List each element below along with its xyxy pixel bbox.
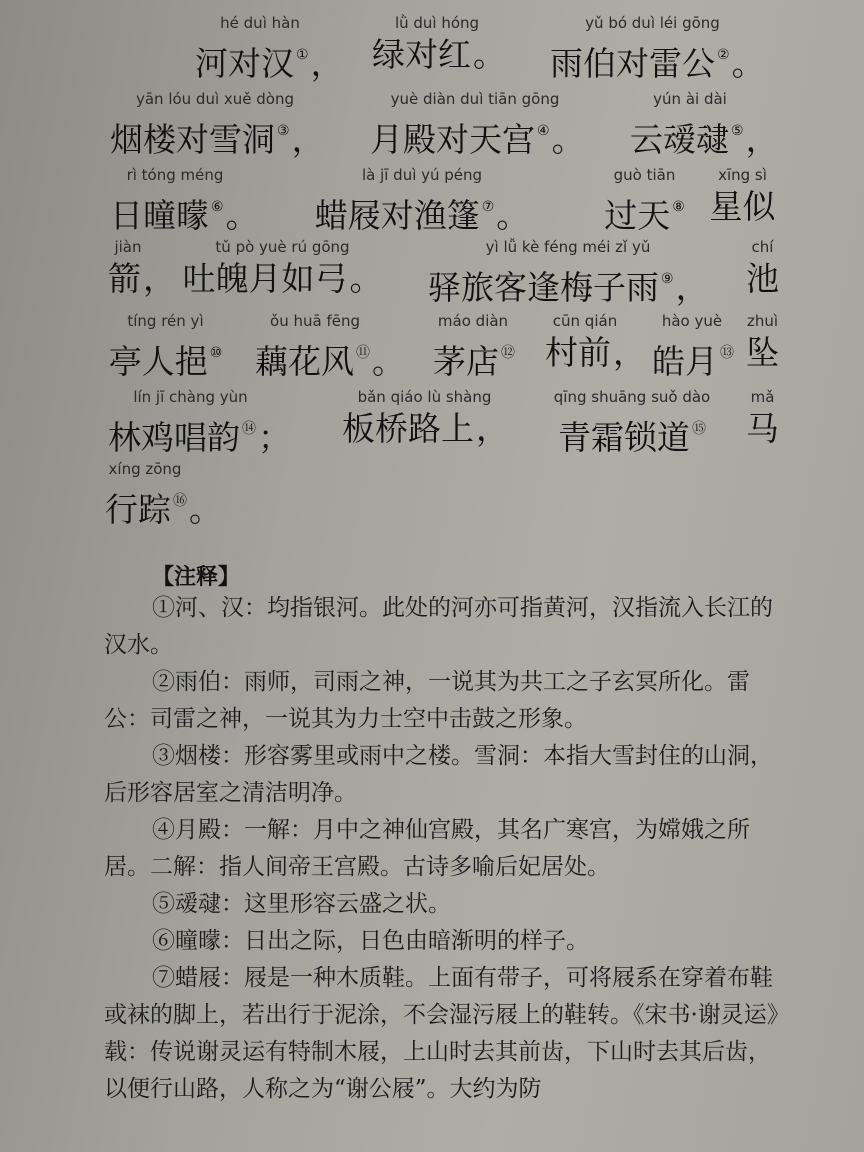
pinyin: hào yuè — [661, 312, 723, 330]
note-marker[interactable]: ③ — [277, 123, 290, 139]
punctuation: ， — [143, 259, 176, 298]
hanzi-text: 日曈曚 — [110, 196, 209, 235]
note-4: ④月殿：一解：月中之神仙宫殿，其名广寒宫，为嫦娥之所居。二解：指人间帝王宫殿。古诗多喻后妃居处。 — [104, 817, 750, 880]
pinyin: hé duì hàn — [220, 14, 300, 32]
note-7: ⑦蜡屐：屐是一种木质鞋。上面有带子，可将屐系在穿着布鞋或袜的脚上，若出行于泥涂，不会湿污屐上的鞋转。《宋书·谢灵运》载：传说谢灵运有特制木屐，上山时去其前齿，下山时去其后齿，以便行山路，人称之为“谢公屐”。大约为防 — [104, 965, 779, 1102]
verse-phrase — [372, 14, 506, 86]
verse-phrase — [602, 166, 687, 238]
punctuation: 。 — [551, 120, 585, 159]
punctuation: 。 — [473, 35, 506, 74]
pinyin: máo diàn — [437, 312, 509, 330]
hanzi-text: 箭 — [108, 259, 141, 298]
note-marker[interactable]: ⑦ — [481, 199, 495, 215]
hanzi-text: 驿旅客逢梅子雨 — [428, 268, 659, 307]
hanzi-text: 吐魄月如弓 — [182, 259, 348, 298]
verse-phrase — [745, 238, 780, 310]
pinyin: qīng shuāng suǒ dào — [553, 388, 711, 406]
hanzi — [255, 332, 405, 383]
note-marker[interactable]: ⑯ — [173, 493, 187, 509]
pinyin: cūn qián — [552, 312, 618, 330]
verse-phrase — [195, 14, 344, 86]
punctuation: 。 — [496, 196, 530, 235]
hanzi-text: 池 — [746, 259, 779, 298]
pinyin: zhuì — [746, 312, 779, 330]
punctuation: 。 — [372, 342, 405, 381]
note-marker[interactable]: ⑥ — [211, 199, 224, 215]
note-marker[interactable]: ⑬ — [720, 345, 734, 361]
verse-phrase — [108, 238, 176, 310]
hanzi — [108, 258, 176, 300]
note-3: ③烟楼：形容雾里或雨中之楼。雪洞：本指大雪封住的山洞，后形容居室之清洁明净。 — [104, 743, 773, 806]
punctuation: ， — [476, 409, 509, 448]
pinyin: jiàn — [114, 238, 142, 256]
notes-section — [104, 590, 784, 1108]
note-marker[interactable]: ⑫ — [501, 345, 515, 361]
hanzi-text: 村前 — [545, 333, 611, 372]
note-marker[interactable]: ① — [296, 47, 309, 63]
note-6: ⑥曈曚：日出之际，日色由暗渐明的样子。 — [152, 928, 589, 954]
punctuation: 。 — [189, 490, 222, 529]
verse-phrase — [745, 388, 780, 460]
hanzi-text: 茅店 — [433, 342, 499, 381]
hanzi — [552, 408, 712, 459]
hanzi-text: 绿对红 — [372, 35, 471, 74]
hanzi — [312, 186, 532, 237]
verse-phrase — [705, 166, 780, 238]
verse-phrase — [428, 238, 708, 310]
hanzi-text: 河对汉 — [195, 44, 294, 83]
hanzi — [342, 408, 507, 450]
hanzi — [550, 34, 765, 85]
hanzi-text: 蜡屐对渔篷 — [314, 196, 480, 235]
verse-phrase — [105, 460, 222, 532]
hanzi — [110, 186, 259, 237]
punctuation: 。 — [349, 259, 383, 298]
pinyin: ǒu huā fēng — [270, 312, 360, 330]
pinyin: mǎ — [750, 388, 775, 406]
pinyin: lǜ duì hóng — [394, 14, 480, 32]
hanzi-text: 月殿对天宫 — [370, 120, 535, 159]
pinyin: tǔ pò yuè rú gōng — [215, 238, 350, 256]
note-marker[interactable]: ⑧ — [672, 199, 685, 215]
hanzi-text: 马 — [746, 409, 779, 448]
hanzi — [745, 408, 780, 450]
note-marker[interactable]: ⑪ — [356, 345, 370, 361]
hanzi — [705, 186, 780, 228]
note-marker[interactable]: ⑨ — [661, 271, 674, 287]
pinyin: yún ài dài — [653, 90, 727, 108]
verse-phrase — [342, 388, 507, 460]
hanzi — [195, 34, 344, 85]
pinyin: yǔ bó duì léi gōng — [585, 14, 720, 32]
verse-phrase — [545, 312, 646, 384]
hanzi — [745, 258, 780, 300]
hanzi-text: 藕花风 — [255, 342, 354, 381]
verse-phrase — [630, 90, 779, 162]
note-marker[interactable]: ④ — [537, 123, 550, 139]
pinyin: rì tóng méng — [126, 166, 224, 184]
punctuation: ， — [291, 120, 325, 159]
pinyin: guò tiān — [613, 166, 676, 184]
hanzi — [602, 186, 687, 237]
note-marker[interactable]: ⑭ — [242, 421, 256, 437]
verse-phrase — [110, 166, 259, 238]
hanzi-text: 皓月 — [652, 342, 718, 381]
hanzi — [372, 34, 506, 76]
hanzi-text: 烟楼对雪洞 — [110, 120, 275, 159]
verse-phrase — [108, 388, 291, 460]
hanzi — [370, 110, 585, 161]
punctuation: ； — [258, 418, 291, 457]
punctuation: 。 — [731, 44, 765, 83]
verse-line — [0, 14, 864, 86]
pinyin: xíng zōng — [108, 460, 182, 478]
pinyin: yuè diàn duì tiān gōng — [390, 90, 560, 108]
verse-phrase — [255, 312, 405, 384]
note-5: ⑤叆叇：这里形容云盛之状。 — [152, 891, 451, 917]
note-2: ②雨伯：雨师，司雨之神，一说其为共工之子玄冥所化。雷公：司雷之神，一说其为力士空中击鼓之形象。 — [104, 669, 750, 732]
pinyin: lín jī chàng yùn — [133, 388, 248, 406]
verse-phrase — [180, 238, 385, 310]
verse-line — [0, 90, 864, 162]
hanzi-text: 过天 — [604, 196, 671, 235]
hanzi-text: 雨伯对雷公 — [550, 44, 715, 83]
verse-phrase — [110, 90, 325, 162]
hanzi — [545, 332, 646, 374]
pinyin: yān lóu duì xuě dòng — [135, 90, 295, 108]
hanzi — [652, 332, 732, 383]
pinyin: là jī duì yú péng — [361, 166, 483, 184]
verse-phrase — [370, 90, 585, 162]
note-marker[interactable]: ⑤ — [731, 123, 744, 139]
note-1: ①河、汉：均指银河。此处的河亦可指黄河，汉指流入长江的汉水。 — [104, 595, 773, 658]
verse-line — [0, 238, 864, 310]
verse-phrase — [433, 312, 513, 384]
verse-line — [0, 166, 864, 238]
hanzi — [108, 408, 291, 459]
hanzi — [630, 110, 779, 161]
hanzi — [745, 332, 780, 374]
verse-phrase — [652, 312, 732, 384]
hanzi-text: 亭人挹 — [108, 342, 208, 381]
punctuation: ， — [745, 120, 779, 159]
hanzi-text: 云叆叇 — [630, 120, 729, 159]
hanzi — [105, 480, 222, 531]
verse-line — [0, 460, 864, 532]
hanzi — [433, 332, 513, 383]
pinyin: yì lǚ kè féng méi zǐ yǔ — [485, 238, 651, 256]
hanzi — [428, 258, 708, 309]
note-marker[interactable]: ⑮ — [692, 421, 706, 437]
verse-phrase — [552, 388, 712, 460]
hanzi-text: 林鸡唱韵 — [108, 418, 240, 457]
pinyin: tíng rén yì — [127, 312, 204, 330]
hanzi — [180, 258, 385, 300]
note-marker[interactable]: ⑩ — [209, 345, 223, 361]
hanzi-text: 行踪 — [105, 490, 171, 529]
punctuation: 。 — [225, 196, 259, 235]
verse-phrase — [550, 14, 765, 86]
verse-line — [0, 388, 864, 460]
hanzi-text: 青霜锁道 — [558, 418, 690, 457]
pinyin: bǎn qiáo lù shàng — [357, 388, 492, 406]
punctuation: ， — [310, 44, 344, 83]
verse-phrase — [745, 312, 780, 384]
hanzi-text: 星似 — [709, 187, 776, 226]
hanzi — [110, 110, 325, 161]
punctuation: ， — [675, 268, 709, 307]
verse-line — [0, 312, 864, 384]
hanzi — [108, 332, 223, 383]
verse-phrase — [312, 166, 532, 238]
punctuation: ， — [613, 333, 646, 372]
hanzi-text: 板桥路上 — [342, 409, 474, 448]
pinyin: chí — [751, 238, 774, 256]
pinyin: xīng sì — [718, 166, 767, 184]
verse-phrase — [108, 312, 223, 384]
notes-heading: 【注释】 — [152, 565, 241, 590]
hanzi-text: 坠 — [746, 333, 779, 372]
note-marker[interactable]: ② — [717, 47, 730, 63]
